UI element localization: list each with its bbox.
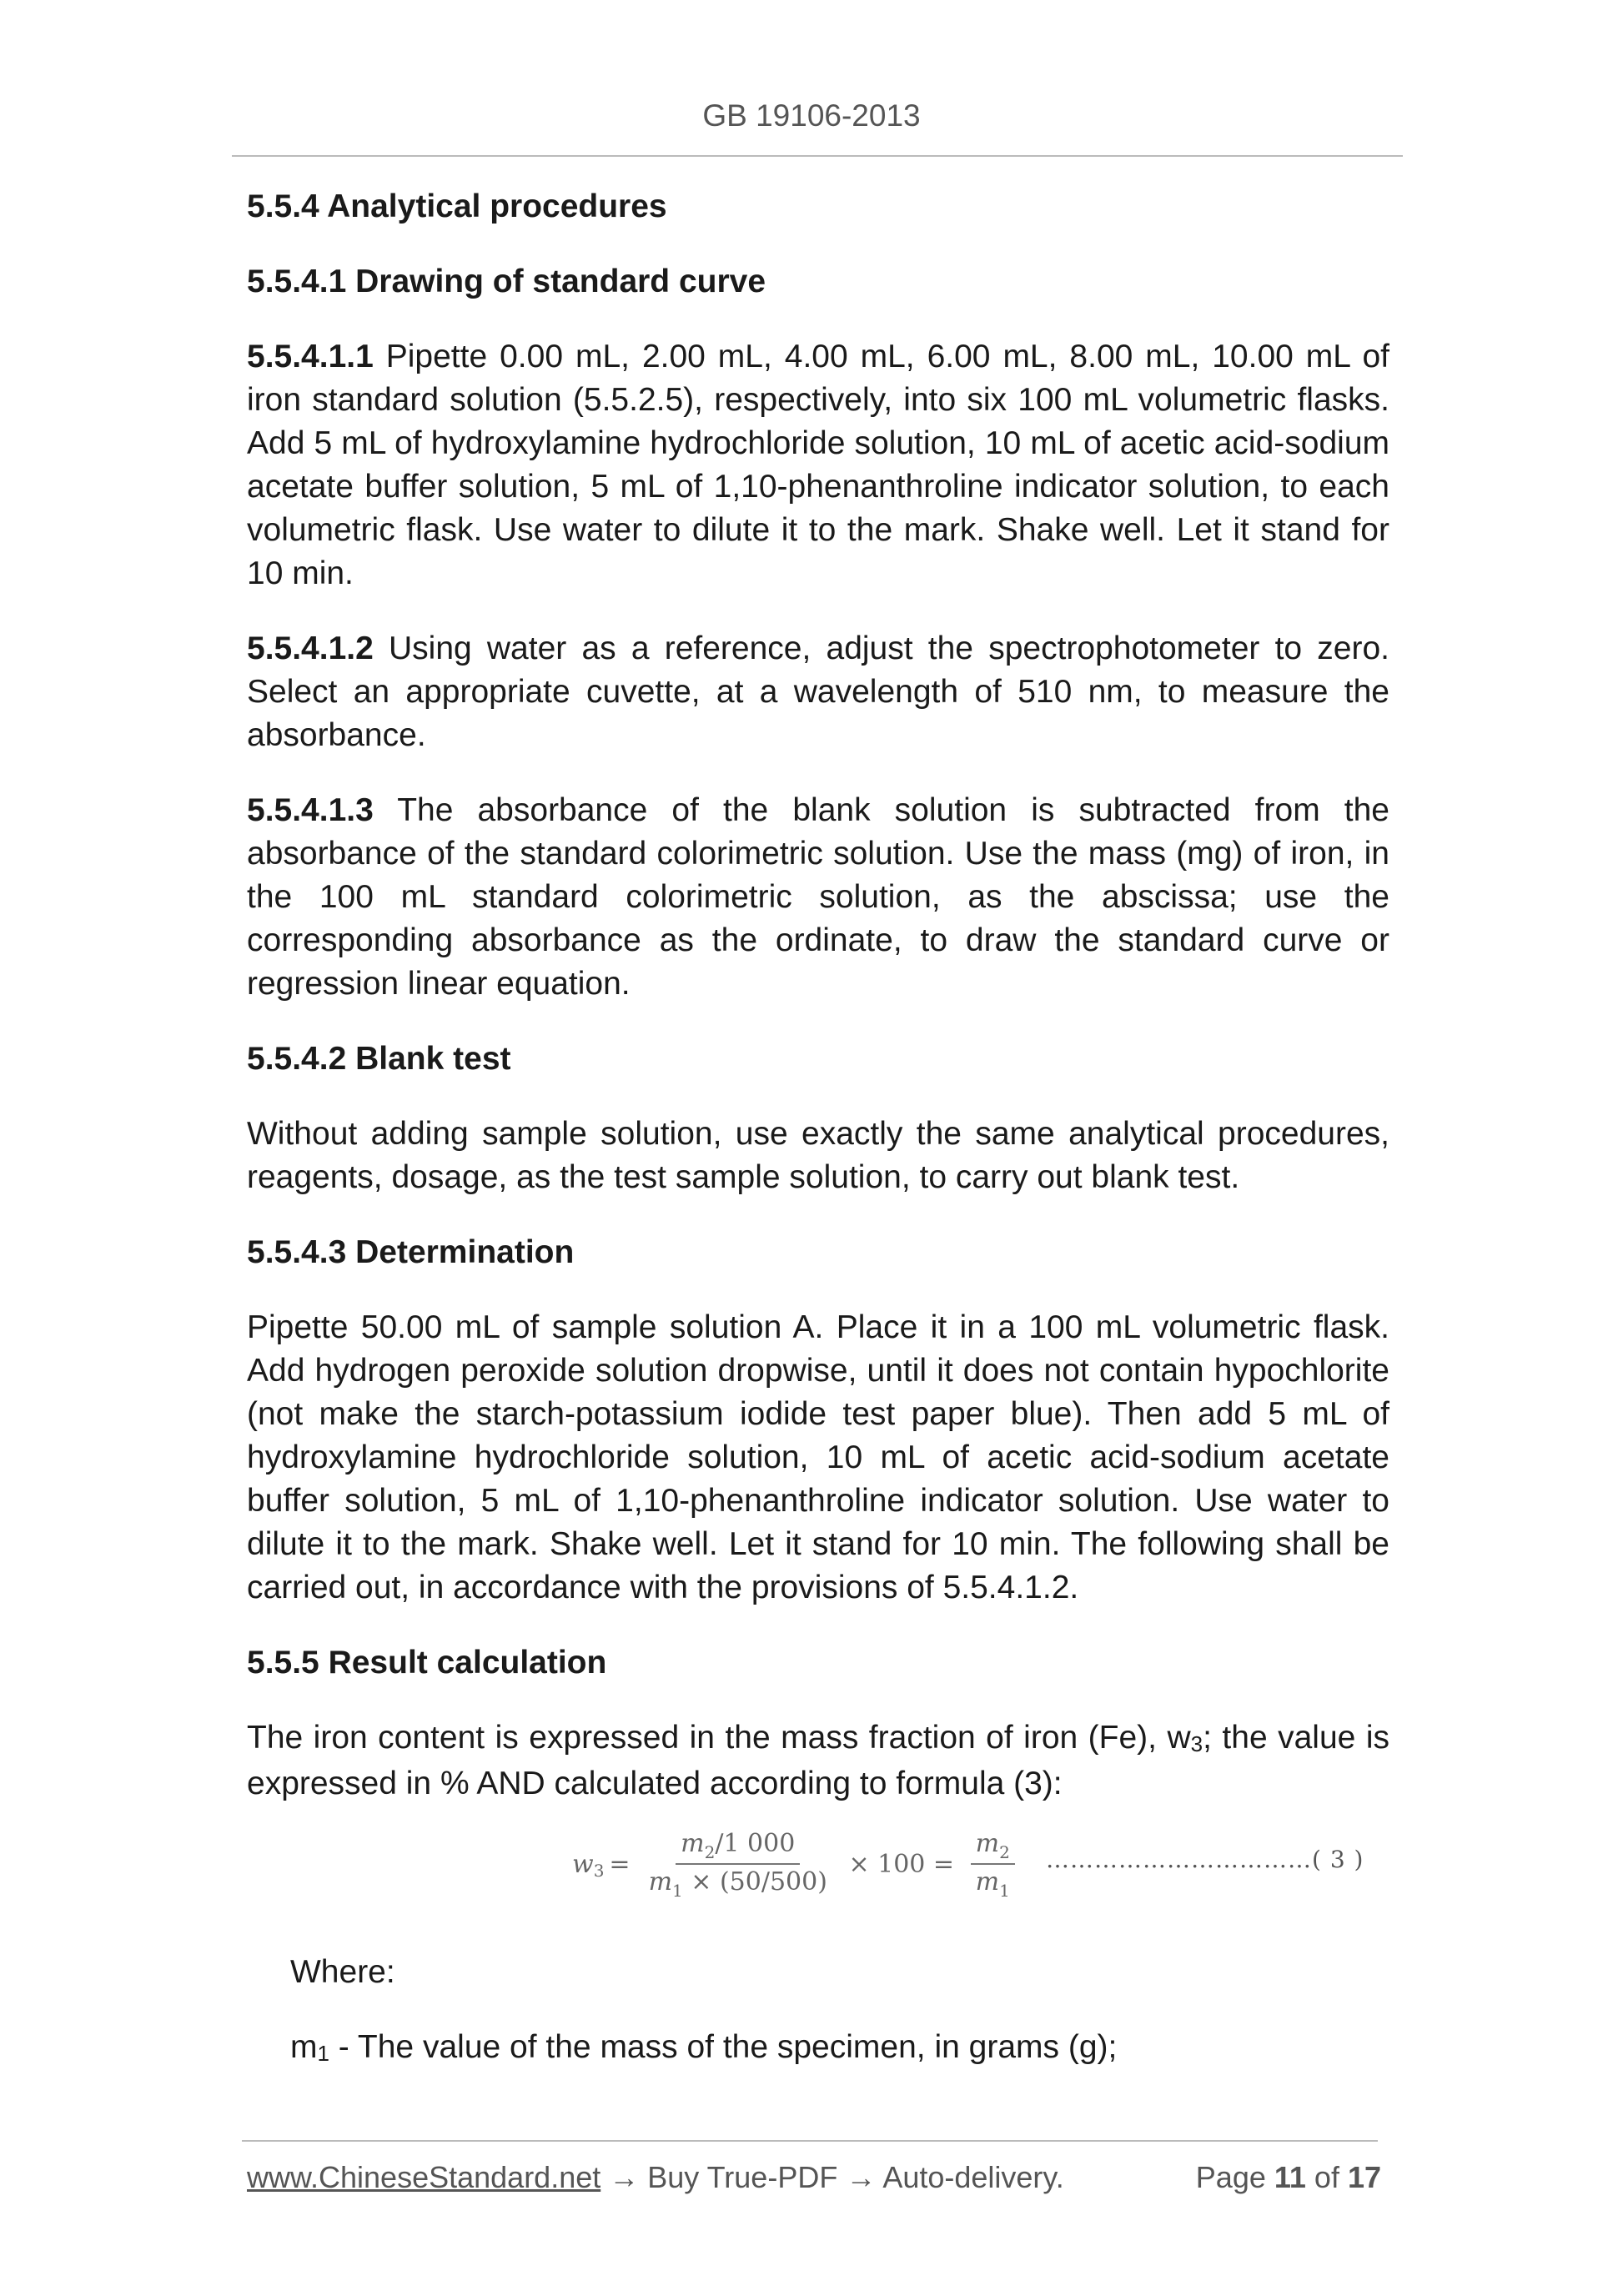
where-m1-definition: [247, 2026, 1389, 2072]
page-current: 11: [1274, 2160, 1306, 2194]
heading-5-5-4-2: 5.5.4.2 Blank test: [247, 1041, 511, 1077]
paragraph-result-calculation: [247, 1716, 1389, 1806]
formula-expression: [572, 1822, 1023, 1906]
m1-symbol: m: [290, 2029, 318, 2065]
formula-3: [247, 1822, 1389, 1914]
clause-text: The absorbance of the blank solution is subtracted from the absorbance of the standard colorimetric solution. Use the mass (mg) of iron, in the 100 mL standard colorimetric solution, as the abscissa; use the corresponding absorbance as the ordinate, to draw the standard curve or regression linear equation.: [247, 792, 1389, 1002]
paragraph-5-5-4-1-2: [247, 627, 1389, 757]
document-body: [247, 185, 1389, 2103]
formula-fraction-1: [644, 1828, 832, 1900]
clause-number: 5.5.4.1.1: [247, 339, 374, 374]
paragraph-5-5-4-1-3: [247, 789, 1389, 1006]
formula-times-100: × 100 =: [840, 1849, 962, 1879]
formula-number: ……………………………( 3 ): [1046, 1846, 1364, 1873]
header-divider: [232, 155, 1403, 157]
m1-text: - The value of the mass of the specimen, in grams (g);: [329, 2029, 1118, 2065]
fraction-1-denominator: $m_1 \times (50/500)$: [648, 1867, 827, 1901]
m1-sub: 1: [317, 2041, 329, 2066]
fraction-1-numerator: $m_2/1$ 000: [676, 1828, 800, 1865]
fraction-2-denominator: $m_1$: [975, 1867, 1010, 1901]
heading-5-5-5: 5.5.5 Result calculation: [247, 1645, 607, 1681]
clause-text: Using water as a reference, adjust the spectrophotometer to zero. Select an appropriate cuvette, at a wavelength of 510 nm, to measure the absorbance.: [247, 631, 1389, 753]
paragraph-5-5-4-1-1: [247, 335, 1389, 595]
fraction-2-numerator: $m_2$: [971, 1828, 1015, 1865]
result-text-sub: 3: [1190, 1731, 1203, 1756]
result-text-after: ; the value is expressed in % AND calculated according to formula (3):: [247, 1720, 1389, 1801]
header-standard-code: GB 19106-2013: [702, 98, 921, 133]
page-total: 17: [1347, 2160, 1381, 2194]
page-indicator: Page 11 of 17: [1195, 2160, 1381, 2194]
footer-tagline: → Buy True-PDF → Auto-delivery.: [600, 2160, 1064, 2194]
paragraph-blank-test: Without adding sample solution, use exactly the same analytical procedures, reagents, dosage, as the test sample solution, to carry out blank test.: [247, 1116, 1389, 1195]
heading-5-5-4-1: 5.5.4.1 Drawing of standard curve: [247, 264, 766, 299]
footer: [247, 2160, 1381, 2195]
site-link[interactable]: www.ChineseStandard.net: [247, 2160, 601, 2194]
formula-lhs-sub: 3: [593, 1861, 605, 1881]
paragraph-determination: Pipette 50.00 mL of sample solution A. Place it in a 100 mL volumetric flask. Add hydrogen peroxide solution dropwise, until it does not contain hypochlorite (not make the starch-potassium iodide test paper blue). Then add 5 mL of hydroxylamine hydrochloride solution, 10 mL of acetic acid-sodium acetate buffer solution, 5 mL of 1,10-phenanthroline indicator solution. Use water to dilute it to the mark. Shake well. Let it stand for 10 min. The following shall be carried out, in accordance with the provisions of 5.5.4.1.2.: [247, 1309, 1389, 1605]
heading-5-5-4-3: 5.5.4.3 Determination: [247, 1234, 575, 1270]
formula-equals: =: [609, 1849, 631, 1879]
formula-fraction-2: [971, 1828, 1015, 1900]
clause-text: Pipette 0.00 mL, 2.00 mL, 4.00 mL, 6.00 mL, 8.00 mL, 10.00 mL of iron standard solution (5.5.2.5), respectively, into six 100 mL volumetric flasks. Add 5 mL of hydroxylamine hydrochloride solution, 10 mL of acetic acid-sodium acetate buffer solution, 5 mL of 1,10-phenanthroline indicator solution, to each volumetric flask. Use water to dilute it to the mark. Shake well. Let it stand for 10 min.: [247, 339, 1389, 591]
clause-number: 5.5.4.1.3: [247, 792, 374, 828]
heading-5-5-4: 5.5.4 Analytical procedures: [247, 188, 667, 224]
footer-left: [247, 2160, 1064, 2195]
where-label: Where:: [290, 1954, 395, 1990]
result-text-before: The iron content is expressed in the mass fraction of iron (Fe), w: [247, 1720, 1191, 1756]
clause-number: 5.5.4.1.2: [247, 631, 374, 666]
footer-divider: [242, 2140, 1378, 2142]
formula-lhs: w: [572, 1849, 594, 1879]
